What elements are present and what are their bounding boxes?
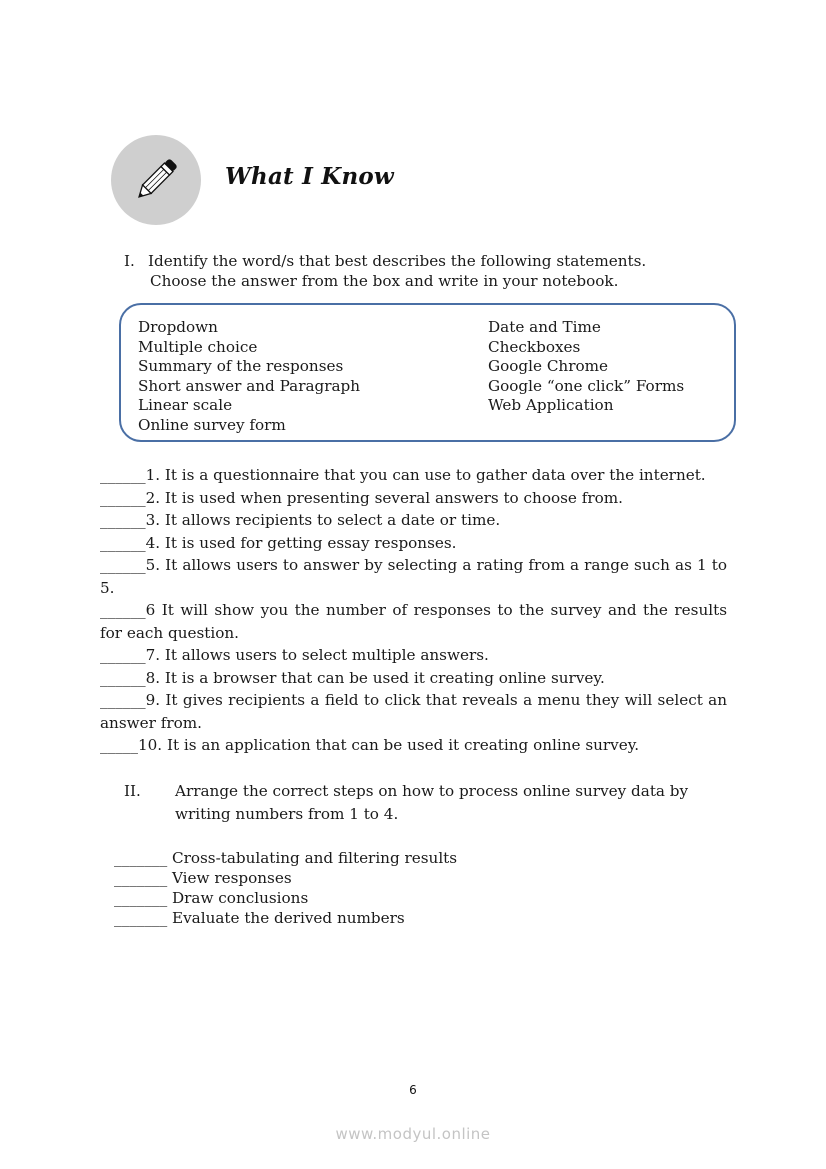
question-item <box>100 554 727 599</box>
question-text: 2. It is used when presenting several answers to choose from. <box>145 488 623 507</box>
question-item <box>100 464 727 487</box>
choice-item: Summary of the responses <box>138 357 344 375</box>
step-item <box>114 848 457 868</box>
choice-item: Dropdown <box>138 318 218 336</box>
question-text: 6 It will show you the number of responses to the survey and the results for each question. <box>100 601 727 642</box>
question-item <box>100 667 727 690</box>
question-text: 8. It is a browser that can be used it creating online survey. <box>145 668 605 687</box>
step-item <box>114 908 457 928</box>
question-text: 9. It gives recipients a field to click that reveals a menu they will select an answer from. <box>100 691 727 732</box>
choice-item: Multiple choice <box>138 337 258 356</box>
question-text: 10. It is an application that can be used it creating online survey. <box>137 736 640 754</box>
instruction-line-2: Choose the answer from the box and write in your notebook. <box>150 271 619 290</box>
step-text: Cross-tabulating and filtering results <box>171 849 458 867</box>
choice-item: Linear scale <box>138 396 233 414</box>
question-item <box>100 644 727 667</box>
choice-item: Checkboxes <box>488 337 581 356</box>
pencil-icon <box>129 153 183 207</box>
answer-blank[interactable]: _______ <box>114 869 168 887</box>
answer-blank[interactable]: ______ <box>100 556 146 574</box>
question-item <box>100 689 727 734</box>
answer-blank[interactable]: ______ <box>100 601 146 619</box>
choices-right-column <box>488 318 684 416</box>
answer-blank[interactable]: _______ <box>114 849 168 867</box>
choices-left-column <box>138 318 360 435</box>
answer-blank[interactable]: ______ <box>100 668 146 687</box>
part1-instructions <box>124 252 724 291</box>
part2-numeral: II. <box>124 782 141 800</box>
question-text: 4. It is used for getting essay responses. <box>145 533 457 552</box>
answer-blank[interactable]: _______ <box>114 909 168 927</box>
question-text: 5. It allows users to answer by selecting a rating from a range such as 1 to 5. <box>100 556 727 597</box>
step-item <box>114 868 457 888</box>
choice-item: Online survey form <box>138 415 286 434</box>
question-text: 7. It allows users to select multiple answers. <box>145 646 489 664</box>
step-text: Draw conclusions <box>171 889 309 907</box>
choices-box <box>119 303 736 442</box>
choice-item: Short answer and Paragraph <box>138 376 361 395</box>
choice-item: Google “one click” Forms <box>488 376 685 395</box>
step-text: View responses <box>171 869 292 887</box>
answer-blank[interactable]: _______ <box>114 889 168 907</box>
instruction-line-2: writing numbers from 1 to 4. <box>175 804 399 823</box>
part2-instructions <box>124 780 724 825</box>
part1-numeral: I. <box>124 252 135 270</box>
answer-blank[interactable]: ______ <box>100 533 146 552</box>
question-text: 1. It is a questionnaire that you can use to gather data over the internet. <box>145 466 706 484</box>
choice-item: Date and Time <box>488 318 601 336</box>
section-title: What I Know <box>225 163 394 190</box>
instruction-line-1: Identify the word/s that best describes the following statements. <box>148 252 647 270</box>
answer-blank[interactable]: ______ <box>100 646 146 664</box>
question-item <box>100 509 727 532</box>
question-text: 3. It allows recipients to select a date or time. <box>145 511 501 529</box>
answer-blank[interactable]: ______ <box>100 691 146 709</box>
question-item <box>100 487 727 510</box>
steps-list <box>114 848 457 928</box>
question-item <box>100 532 727 555</box>
page-number: 6 <box>409 1083 417 1097</box>
step-text: Evaluate the derived numbers <box>171 909 405 927</box>
question-item <box>100 599 727 644</box>
question-list <box>100 464 727 757</box>
answer-blank[interactable]: _____ <box>100 736 138 754</box>
watermark: www.modyul.online <box>335 1125 491 1143</box>
answer-blank[interactable]: ______ <box>100 511 146 529</box>
choice-item: Web Application <box>488 396 614 414</box>
choice-item: Google Chrome <box>488 357 609 375</box>
question-item <box>100 734 727 757</box>
step-item <box>114 888 457 908</box>
answer-blank[interactable]: ______ <box>100 466 146 484</box>
instruction-line-1: Arrange the correct steps on how to process online survey data by <box>175 782 689 800</box>
answer-blank[interactable]: ______ <box>100 488 146 507</box>
section-icon-badge <box>111 135 201 225</box>
